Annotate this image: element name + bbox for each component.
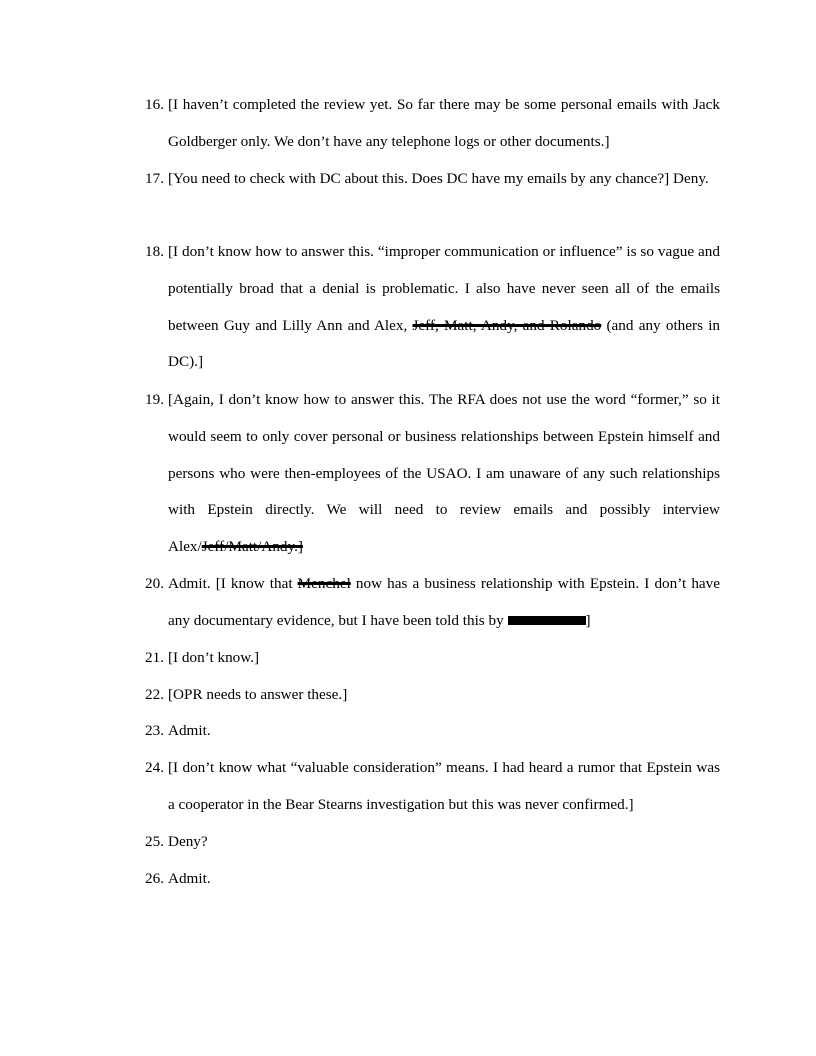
item-number: 16. bbox=[145, 96, 164, 113]
item-number: 17. bbox=[145, 170, 164, 187]
redaction-bar bbox=[508, 616, 586, 625]
item-text: [I haven’t completed the review yet. So far there may be some personal emails with Jack Goldberger only. We don’t have any telephone logs or other documents.] bbox=[168, 96, 720, 150]
list-item-21 bbox=[145, 640, 720, 677]
item-text bbox=[168, 382, 720, 566]
list-item-25 bbox=[145, 824, 720, 861]
item-number: 20. bbox=[145, 575, 164, 592]
list-item-17 bbox=[145, 161, 720, 198]
item-text bbox=[168, 566, 720, 640]
item-number: 26. bbox=[145, 870, 164, 887]
redacted-text: Jeff/Matt/Andy.] bbox=[201, 538, 303, 556]
item-number: 22. bbox=[145, 686, 164, 703]
item-text: [I don’t know.] bbox=[168, 649, 260, 666]
item-number: 19. bbox=[145, 391, 164, 408]
item-text-part: (and any others in DC).] bbox=[168, 316, 721, 371]
item-number: 18. bbox=[145, 243, 164, 260]
list-item-26 bbox=[145, 861, 720, 898]
item-text: Admit. bbox=[168, 870, 211, 887]
item-number: 23. bbox=[145, 722, 164, 739]
list-item-20 bbox=[145, 566, 720, 640]
item-text-part: Admit. [I know that bbox=[168, 575, 298, 592]
item-text: [I don’t know what “valuable consideration” means. I had heard a rumor that Epstein was a cooperator in the Bear Stearns investigation but this was never confirmed.] bbox=[168, 759, 720, 813]
item-number: 25. bbox=[145, 833, 164, 850]
item-number: 21. bbox=[145, 649, 164, 666]
item-number: 24. bbox=[145, 759, 164, 776]
redacted-text: Jeff, Matt, Andy, and Rolando bbox=[412, 316, 602, 334]
list-item-16 bbox=[145, 87, 720, 161]
item-text-part: now has a business relationship with Epstein. I don’t have any documentary evidence, but I have been told this by bbox=[168, 575, 720, 629]
list-item-18 bbox=[145, 234, 720, 381]
item-text-part: [I don’t know how to answer this. “improper communication or influence” is so vague and potentially broad that a denial is problematic. I also have never seen all of the emails between Guy and Lilly Ann and Alex, bbox=[168, 243, 720, 334]
item-text bbox=[168, 234, 720, 381]
item-text: Admit. bbox=[168, 722, 211, 739]
list-item-22 bbox=[145, 677, 720, 714]
item-text: [You need to check with DC about this. Does DC have my emails by any chance?] Deny. bbox=[168, 170, 709, 187]
item-text-part: [Again, I don’t know how to answer this. The RFA does not use the word “former,” so it would seem to only cover personal or business relationships between Epstein himself and persons who were then-employees of the USAO. I am unaware of any such relationships with Epstein directly. We will need to review emails and possibly interview Alex/ bbox=[168, 391, 720, 556]
item-text: [OPR needs to answer these.] bbox=[168, 686, 348, 703]
item-text: Deny? bbox=[168, 833, 208, 850]
list-item-23 bbox=[145, 713, 720, 750]
item-text-part: ] bbox=[585, 611, 591, 629]
redacted-text: Menchel bbox=[297, 575, 351, 592]
list-item-19 bbox=[145, 382, 720, 566]
list-item-24 bbox=[145, 750, 720, 824]
